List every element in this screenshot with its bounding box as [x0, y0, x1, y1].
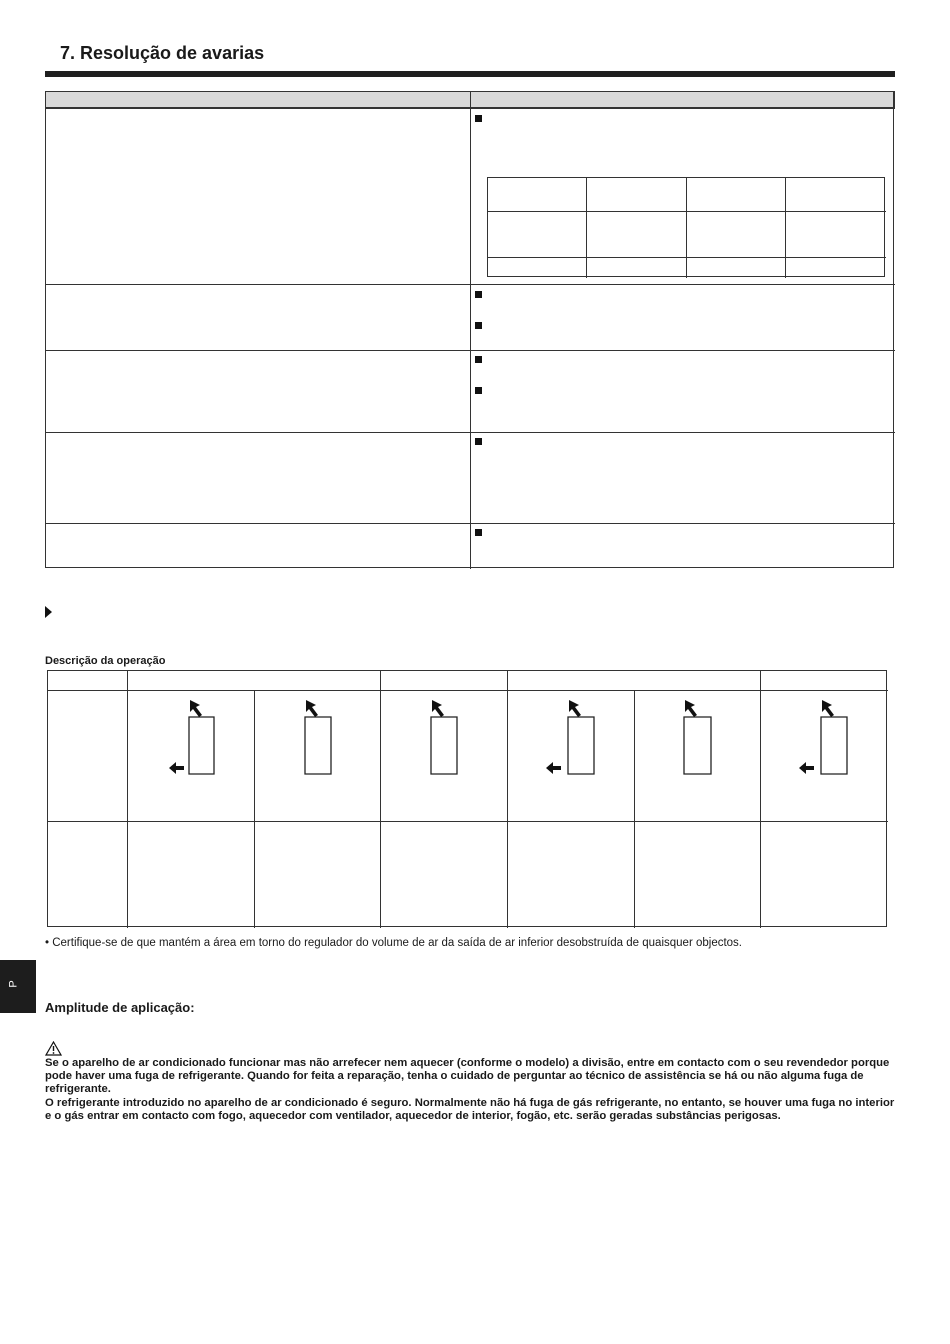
row-divider: [46, 350, 895, 351]
op-row-divider: [48, 821, 888, 822]
op-column-divider: [760, 671, 761, 928]
row-divider: [46, 108, 895, 109]
airflow-up-arrow-icon: [822, 700, 834, 717]
row-divider: [46, 523, 895, 524]
bullet-square-icon: [475, 291, 482, 298]
bullet-square-icon: [475, 438, 482, 445]
airflow-up-arrow-icon: [306, 700, 318, 717]
op-column-divider: [634, 690, 635, 928]
airflow-up-arrow-icon: [432, 700, 444, 717]
column-divider: [470, 92, 471, 569]
vane-diagram-1: [160, 695, 225, 780]
airflow-left-arrow-icon: [169, 762, 184, 774]
bullet-square-icon: [475, 387, 482, 394]
inner-column-divider: [785, 178, 786, 278]
title-rule: [45, 71, 895, 77]
row-divider: [46, 284, 895, 285]
inner-column-divider: [586, 178, 587, 278]
op-row-divider: [48, 690, 888, 691]
application-title: Amplitude de aplicação:: [45, 1000, 195, 1015]
language-tab-letter: P: [7, 980, 20, 988]
inner-row-divider: [488, 211, 886, 212]
op-column-divider: [380, 671, 381, 928]
bullet-square-icon: [475, 529, 482, 536]
page-title: 7. Resolução de avarias: [60, 43, 265, 63]
airflow-up-arrow-icon: [190, 700, 202, 717]
vane-diagram-6: [794, 695, 859, 780]
row-divider: [46, 432, 895, 433]
bullet-square-icon: [475, 115, 482, 122]
bullet-square-icon: [475, 356, 482, 363]
airflow-up-arrow-icon: [685, 700, 697, 717]
inner-table: [487, 177, 885, 277]
inner-row-divider: [488, 257, 886, 258]
airflow-up-arrow-icon: [569, 700, 581, 717]
warning-paragraph: Se o aparelho de ar condicionado funcionar mas não arrefecer nem aquecer (conforme o modelo) a divisão, entre em contacto com o seu revendedor porque pode haver uma fuga de refrigerante. Quando for feita a reparação, tenha o cuidado de perguntar ao técnico de assistência se há ou não alguma fuga de refrigerante.: [45, 1057, 890, 1096]
vane-diagram-5: [656, 695, 721, 780]
warning-paragraph: O refrigerante introduzido no aparelho de ar condicionado é seguro. Normalmente não há fuga de gás refrigerante, no entanto, se houver uma fuga no interior e o gás entrar em contacto com fogo, aquecedor com ventilador, aquecedor de interior, fogão, etc. serão geradas substâncias perigosas.: [45, 1096, 895, 1122]
airflow-left-arrow-icon: [799, 762, 814, 774]
op-column-divider: [507, 671, 508, 928]
note-text: • Certifique-se de que mantém a área em torno do regulador do volume de ar da saída de ar inferior desobstruída de quaisquer objectos.: [45, 937, 742, 949]
play-arrow-icon: [45, 606, 52, 618]
op-column-divider: [127, 671, 128, 928]
warning-triangle-icon: [45, 1041, 62, 1056]
op-column-divider: [254, 690, 255, 928]
troubleshooting-table: [45, 91, 894, 568]
vane-diagram-4: [540, 695, 605, 780]
language-tab: [0, 960, 36, 1013]
inner-column-divider: [686, 178, 687, 278]
operation-label: Descrição da operação: [45, 655, 166, 667]
vane-diagram-3: [403, 695, 468, 780]
airflow-left-arrow-icon: [546, 762, 561, 774]
bullet-square-icon: [475, 322, 482, 329]
vane-diagram-2: [276, 695, 341, 780]
warning-block: [45, 1057, 895, 1123]
